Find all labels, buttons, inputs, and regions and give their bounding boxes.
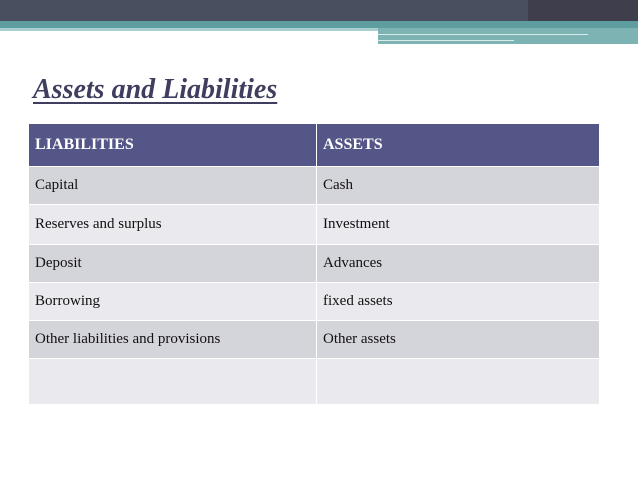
band-highlight-line-2 [378, 40, 514, 41]
assets-liabilities-table [28, 123, 600, 405]
table-cell: Deposit [29, 245, 317, 283]
header-assets: ASSETS [317, 124, 600, 167]
table-row [29, 167, 600, 205]
table-cell: Other liabilities and provisions [29, 321, 317, 359]
table-row [29, 245, 600, 283]
table-row [29, 321, 600, 359]
table-row [29, 283, 600, 321]
header-liabilities: LIABILITIES [29, 124, 317, 167]
teal-band-light [0, 28, 378, 31]
table-row [29, 205, 600, 245]
table-cell: Reserves and surplus [29, 205, 317, 245]
table-cell: fixed assets [317, 283, 600, 321]
table-cell-empty [29, 359, 317, 405]
table-cell-empty [317, 359, 600, 405]
table-cell: Capital [29, 167, 317, 205]
teal-band-right [378, 28, 638, 44]
slide-title: Assets and Liabilities [33, 74, 278, 105]
band-highlight-line [378, 34, 588, 35]
top-accent-block [528, 0, 638, 21]
table-cell: Borrowing [29, 283, 317, 321]
table-cell: Advances [317, 245, 600, 283]
table-cell: Other assets [317, 321, 600, 359]
table-row [29, 359, 600, 405]
table-cell: Cash [317, 167, 600, 205]
table-header-row [29, 124, 600, 167]
table-cell: Investment [317, 205, 600, 245]
teal-band [0, 21, 638, 28]
